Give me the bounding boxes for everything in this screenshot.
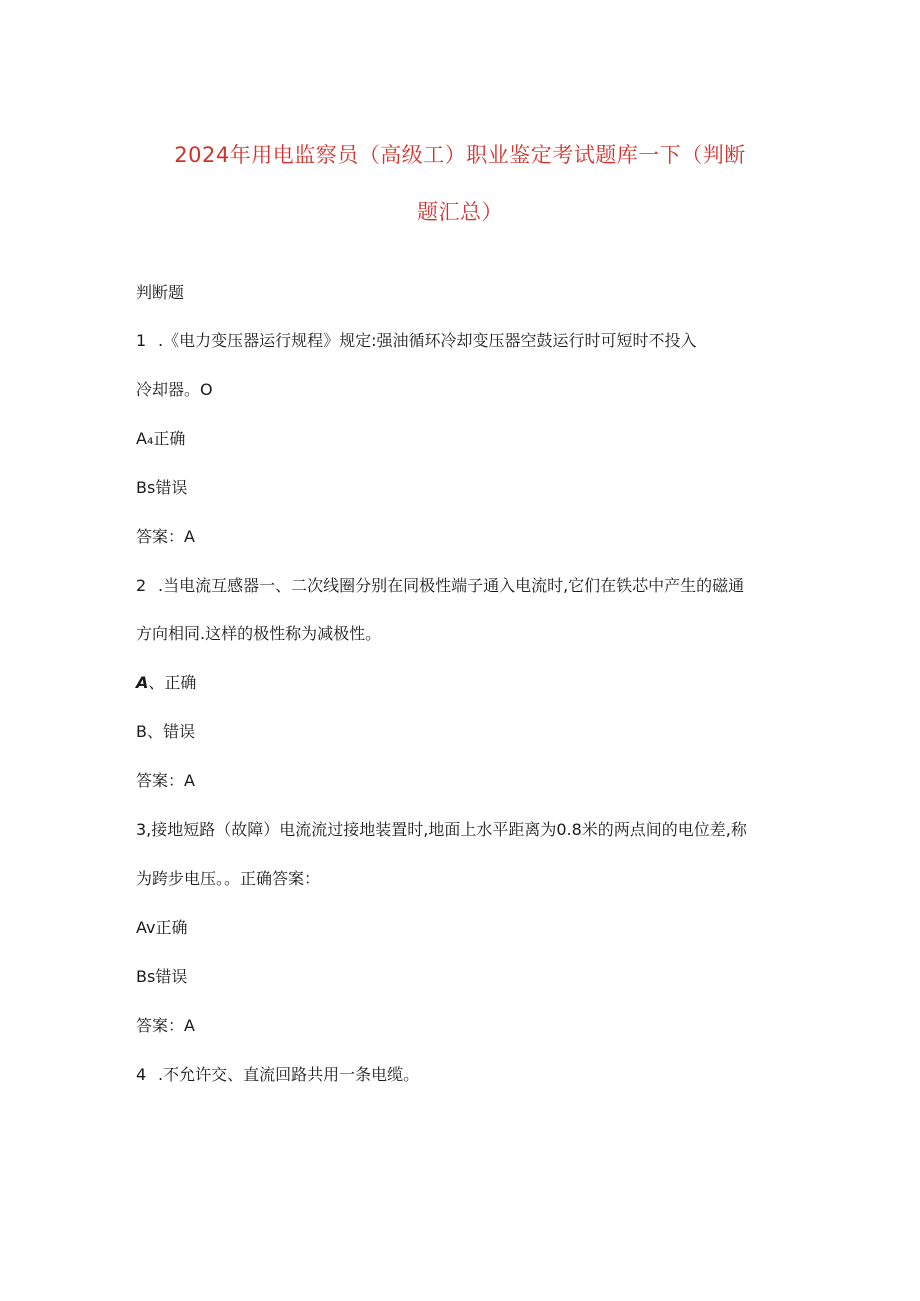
question-3-option-b: Bs错误 bbox=[136, 967, 188, 986]
question-2-option-a-letter: A bbox=[136, 673, 149, 692]
question-2-number: 2 bbox=[136, 576, 147, 595]
question-2-line-1 bbox=[136, 576, 744, 596]
question-1-line-1 bbox=[136, 331, 696, 351]
document-title-line-2: 题汇总） bbox=[417, 200, 503, 224]
question-1-option-b: Bs错误 bbox=[136, 478, 188, 497]
question-1-text: .《电力变压器运行规程》规定:强油循环冷却变压器空鼓运行时可短时不投入 bbox=[158, 331, 697, 350]
question-1-line-2: 冷却器。O bbox=[136, 380, 213, 399]
question-3-option-a: Av正确 bbox=[136, 918, 188, 937]
section-heading: 判断题 bbox=[136, 283, 185, 302]
question-3-line-1: 3,接地短路（故障）电流流过接地装置时,地面上水平距离为0.8米的两点间的电位差,称 bbox=[136, 820, 747, 839]
document-title-line-1: 2024年用电监察员（高级工）职业鉴定考试题库一下（判断 bbox=[174, 143, 746, 167]
question-4-text: .不允许交、直流回路共用一条电缆。 bbox=[158, 1065, 420, 1084]
question-4-line-1 bbox=[136, 1065, 419, 1085]
question-2-option-b: B、错误 bbox=[136, 722, 195, 741]
question-1-number: 1 bbox=[136, 331, 147, 350]
question-1-option-a: A₄正确 bbox=[136, 429, 186, 448]
question-3-answer: 答案：A bbox=[136, 1016, 195, 1035]
question-2-text: .当电流互感器一、二次线圈分别在同极性端子通入电流时,它们在铁芯中产生的磁通 bbox=[158, 576, 745, 595]
question-2-line-2: 方向相同.这样的极性称为减极性。 bbox=[136, 624, 382, 643]
question-2-answer: 答案：A bbox=[136, 771, 195, 790]
question-2-option-a bbox=[136, 673, 196, 693]
question-4-number: 4 bbox=[136, 1065, 147, 1084]
question-3-line-2: 为跨步电压。。正确答案： bbox=[136, 869, 321, 888]
question-1-answer: 答案：A bbox=[136, 527, 195, 546]
question-2-option-a-text: 、正确 bbox=[148, 673, 197, 692]
